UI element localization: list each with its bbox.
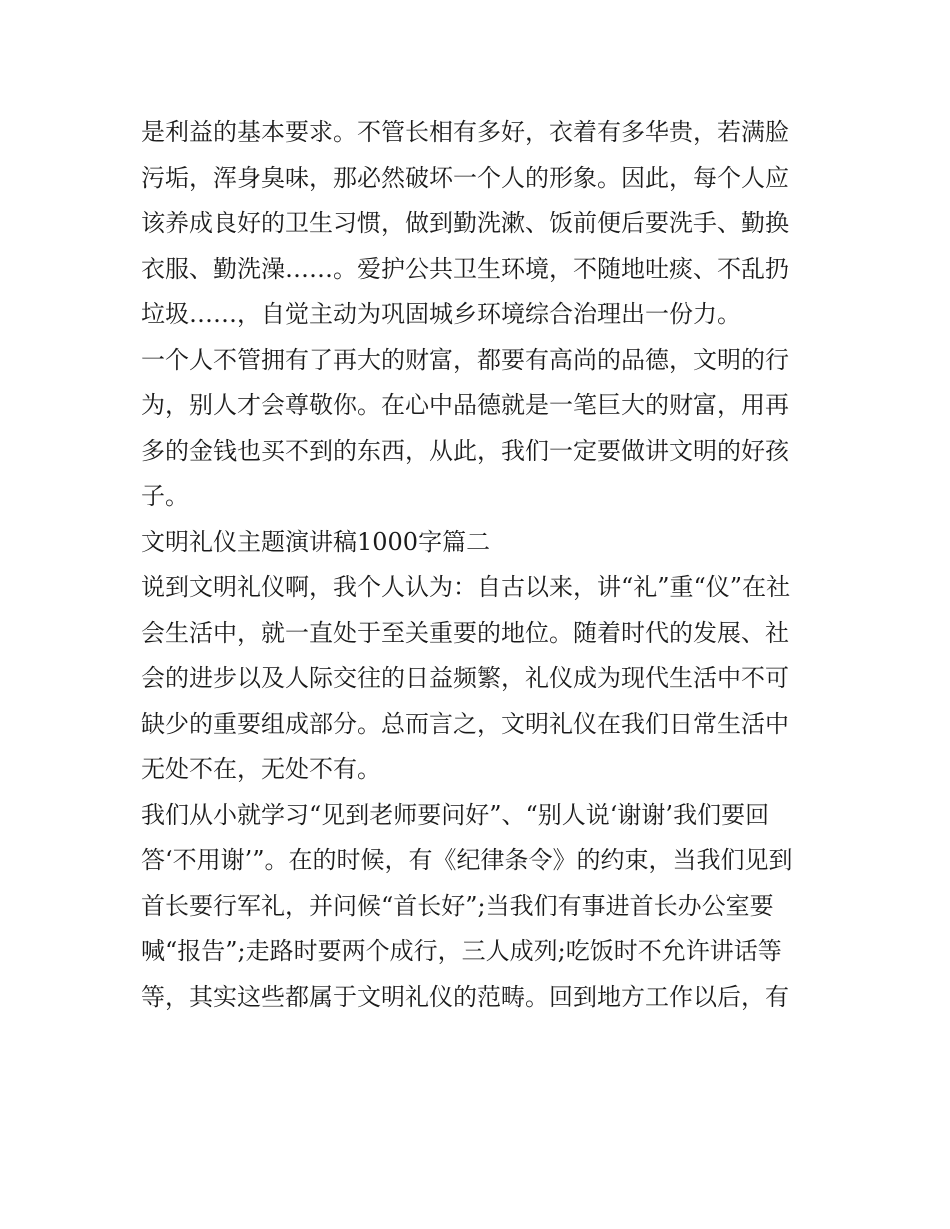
document-body xyxy=(141,110,821,1020)
text-line: 喊“报告”;走路时要两个成行，三人成列;吃饭时不允许讲话等 xyxy=(141,937,782,965)
text-line: 首长要行军礼，并问候“首长好”;当我们有事进首长办公室要 xyxy=(141,891,774,920)
paragraph-childhood-learning xyxy=(141,793,821,1021)
text-line: 污垢，浑身臭味，那必然破坏一个人的形象。因此，每个人应 xyxy=(141,163,789,192)
text-line: 会生活中，就一直处于至关重要的地位。随着时代的发展、社 xyxy=(141,618,789,647)
paragraph-etiquette-intro xyxy=(141,565,821,793)
paragraph-hygiene xyxy=(141,110,821,338)
section-heading xyxy=(141,520,821,566)
text-line: 垃圾……，自觉主动为巩固城乡环境综合治理出一份力。 xyxy=(141,300,741,328)
text-line: 答‘不用谢’”。在的时候，有《纪律条令》的约束，当我们见到 xyxy=(141,846,793,874)
text-line: 会的进步以及人际交往的日益频繁，礼仪成为现代生活中不可 xyxy=(141,664,789,692)
text-line: 缺少的重要组成部分。总而言之，文明礼仪在我们日常生活中 xyxy=(141,709,789,738)
section-title: 文明礼仪主题演讲稿1000字篇二 xyxy=(141,527,491,556)
text-line: 是利益的基本要求。不管长相有多好，衣着有多华贵，若满脸 xyxy=(141,118,789,146)
text-line: 说到文明礼仪啊，我个人认为：自古以来，讲“礼”重“仪”在社 xyxy=(141,573,791,601)
text-line: 无处不在，无处不有。 xyxy=(141,755,381,783)
text-line: 为，别人才会尊敬你。在心中品德就是一笔巨大的财富，用再 xyxy=(141,391,789,419)
text-line: 衣服、勤洗澡……。爱护公共卫生环境，不随地吐痰、不乱扔 xyxy=(141,254,789,283)
text-line: 子。 xyxy=(141,482,189,510)
text-line: 该养成良好的卫生习惯，做到勤洗漱、饭前便后要洗手、勤换 xyxy=(141,209,789,237)
text-line: 多的金钱也买不到的东西，从此，我们一定要做讲文明的好孩 xyxy=(141,436,789,465)
text-line: 等，其实这些都属于文明礼仪的范畴。回到地方工作以后，有 xyxy=(141,982,789,1011)
text-line: 我们从小就学习“见到老师要问好”、“别人说‘谢谢’我们要回 xyxy=(141,800,770,829)
paragraph-wealth xyxy=(141,338,821,520)
text-line: 一个人不管拥有了再大的财富，都要有高尚的品德，文明的行 xyxy=(141,345,789,374)
